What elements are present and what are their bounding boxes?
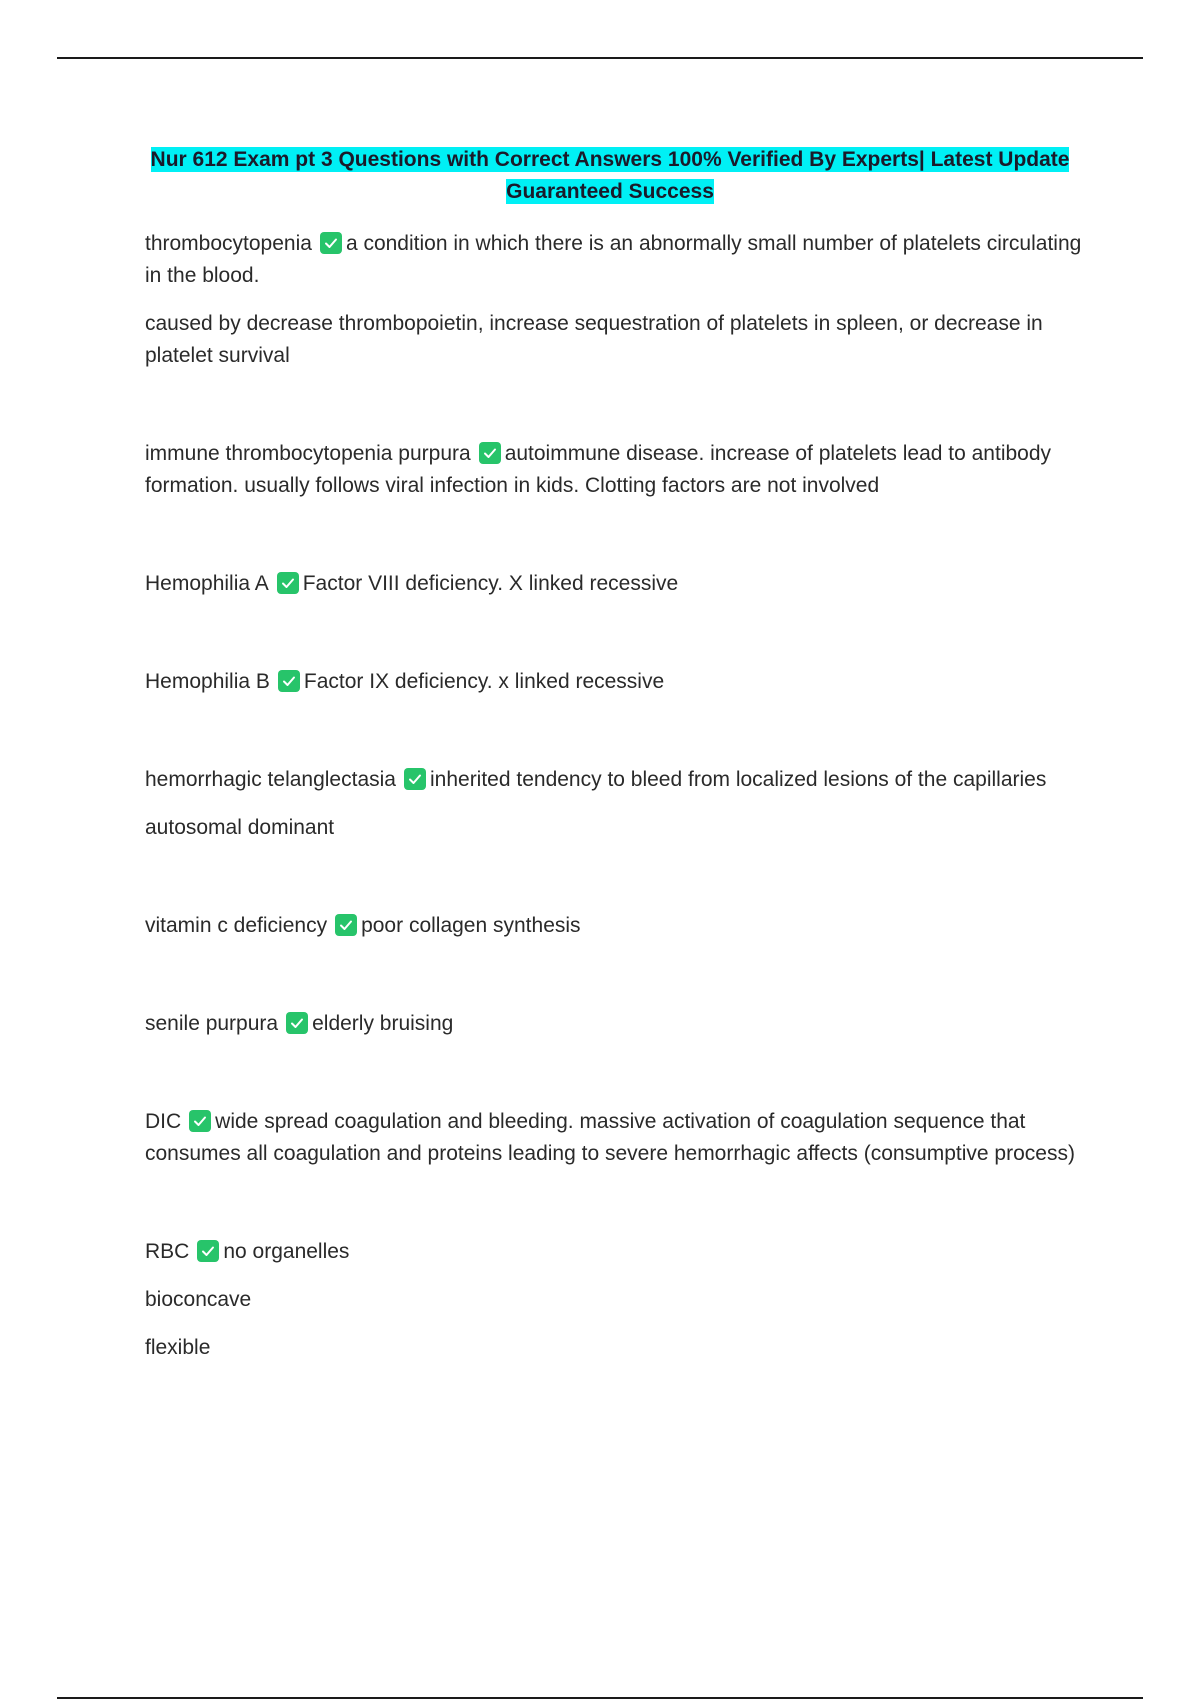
qa-extra-line: autosomal dominant xyxy=(145,816,335,839)
qa-question-answer xyxy=(145,666,1085,698)
checkmark-icon xyxy=(404,768,426,790)
checkmark-icon xyxy=(277,572,299,594)
qa-extra-line: flexible xyxy=(145,1336,211,1359)
checkmark-icon xyxy=(286,1012,308,1034)
qa-term: Hemophilia B xyxy=(145,670,270,693)
qa-term: vitamin c deficiency xyxy=(145,914,328,937)
qa-answer: no organelles xyxy=(223,1240,350,1263)
checkmark-icon xyxy=(189,1110,211,1132)
qa-question-answer xyxy=(145,1106,1085,1170)
qa-question-answer xyxy=(145,1008,1085,1040)
qa-answer: autoimmune disease. increase of platelets lead to antibody formation. usually follows viral infection in kids. Clotting factors are not involved xyxy=(145,442,1052,497)
qa-question-answer xyxy=(145,1236,1085,1268)
qa-entry xyxy=(145,1008,1085,1040)
qa-extra-line: caused by decrease thrombopoietin, increase sequestration of platelets in spleen, or decrease in platelet survival xyxy=(145,312,1043,367)
checkmark-icon xyxy=(320,232,342,254)
checkmark-icon xyxy=(335,914,357,936)
qa-answer: wide spread coagulation and bleeding. massive activation of coagulation sequence that consumes all coagulation and proteins leading to severe hemorrhagic affects (consumptive process) xyxy=(145,1110,1075,1165)
qa-question-answer xyxy=(145,764,1085,796)
qa-term: DIC xyxy=(145,1110,182,1133)
qa-question-answer xyxy=(145,910,1085,942)
qa-term: hemorrhagic telanglectasia xyxy=(145,768,396,791)
qa-entry xyxy=(145,1236,1085,1364)
qa-entry xyxy=(145,764,1085,844)
title-line-2: Guaranteed Success xyxy=(506,180,714,203)
qa-answer: Factor IX deficiency. x linked recessive xyxy=(303,670,665,693)
qa-extra-line: bioconcave xyxy=(145,1288,252,1311)
checkmark-icon xyxy=(197,1240,219,1262)
qa-question-answer xyxy=(145,438,1085,502)
qa-answer: inherited tendency to bleed from localized lesions of the capillaries xyxy=(429,768,1047,791)
qa-entry xyxy=(145,666,1085,698)
qa-term: RBC xyxy=(145,1240,190,1263)
qa-term: Hemophilia A xyxy=(145,572,269,595)
qa-question-answer xyxy=(145,568,1085,600)
header-rule xyxy=(57,57,1143,59)
qa-term: senile purpura xyxy=(145,1012,279,1035)
qa-list xyxy=(145,228,1085,1380)
qa-term: thrombocytopenia xyxy=(145,232,312,255)
qa-entry xyxy=(145,438,1085,502)
qa-entry xyxy=(145,910,1085,942)
qa-entry xyxy=(145,1106,1085,1170)
title-line-1: Nur 612 Exam pt 3 Questions with Correct Answers 100% Verified By Experts| Latest Update xyxy=(150,148,1070,171)
document-title xyxy=(140,144,1080,208)
qa-answer: elderly bruising xyxy=(312,1012,454,1035)
checkmark-icon xyxy=(479,442,501,464)
qa-entry xyxy=(145,228,1085,372)
checkmark-icon xyxy=(278,670,300,692)
qa-answer: a condition in which there is an abnormally small number of platelets circulating in the blood. xyxy=(145,232,1082,287)
qa-answer: Factor VIII deficiency. X linked recessive xyxy=(302,572,679,595)
qa-question-answer xyxy=(145,228,1085,292)
footer-rule xyxy=(57,1697,1143,1699)
qa-answer: poor collagen synthesis xyxy=(361,914,581,937)
qa-term: immune thrombocytopenia purpura xyxy=(145,442,471,465)
qa-entry xyxy=(145,568,1085,600)
